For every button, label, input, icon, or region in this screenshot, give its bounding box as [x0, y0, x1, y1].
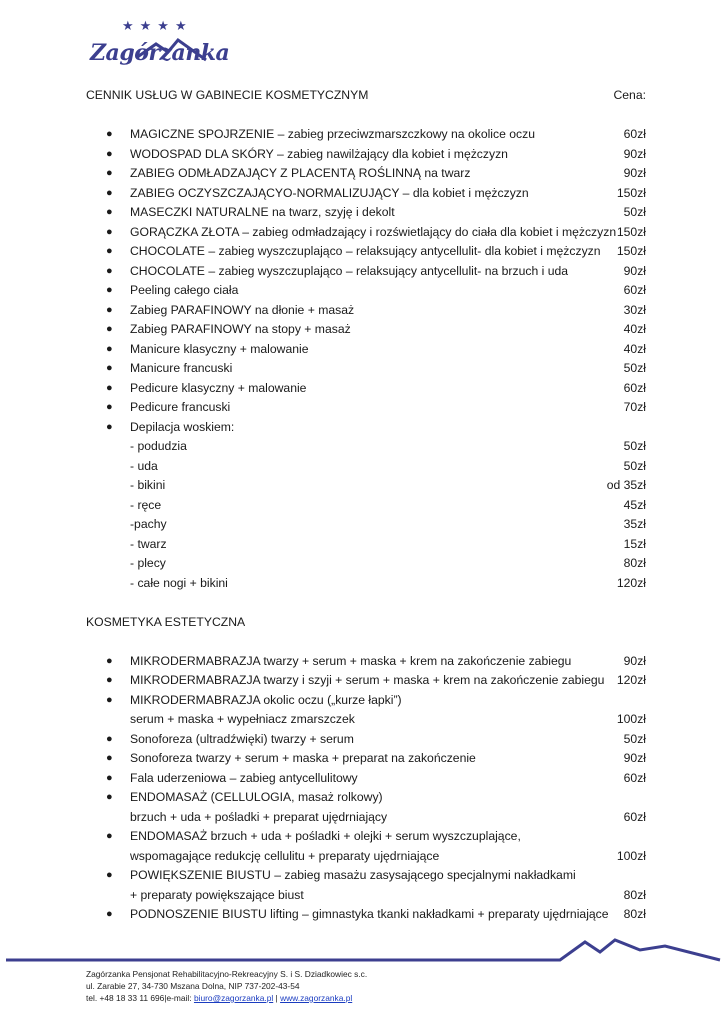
list-item [86, 203, 646, 223]
service-price: 70zł [623, 400, 646, 414]
bullet-icon: ● [106, 264, 113, 277]
service-name: Sonoforeza twarzy + serum + maska + preparat na zakończenie [130, 751, 476, 765]
footer-company: Zagórzanka Pensjonat Rehabilitacyjno-Rekreacyjny S. i S. Dziadkowiec s.c. [86, 969, 368, 979]
service-price: 50zł [623, 439, 646, 453]
bullet-icon: ● [106, 732, 113, 745]
list-item [86, 535, 646, 555]
service-name: POWIĘKSZENIE BIUSTU – zabieg masażu zasysającego specjalnymi nakładkami [130, 868, 576, 882]
service-name: Fala uderzeniowa – zabieg antycellulitowy [130, 770, 358, 785]
list-item [86, 671, 646, 691]
service-name: - plecy [130, 556, 166, 570]
section-header [86, 613, 646, 633]
bullet-icon: ● [106, 186, 113, 199]
list-item [86, 125, 646, 145]
service-price: 120zł [616, 673, 646, 687]
service-price: 50zł [623, 361, 646, 375]
service-name: ZABIEG OCZYSZCZAJĄCYO-NORMALIZUJĄCY – dla kobiet i mężczyzn [130, 185, 529, 200]
bullet-icon: ● [106, 674, 113, 686]
waxing-services [86, 437, 646, 593]
list-item [86, 769, 646, 789]
service-name: MIKRODERMABRAZJA okolic oczu („kurze łapki”) [130, 692, 402, 707]
service-name: -pachy [130, 517, 167, 531]
service-name: ENDOMASAŻ (CELLULOGIA, masaż rolkowy) [130, 790, 383, 804]
service-name: wspomagające redukcję cellulitu + preparaty ujędrniające [130, 848, 440, 863]
bullet-icon: ● [106, 303, 113, 316]
list-item [86, 788, 646, 808]
service-price: 100zł [616, 848, 646, 863]
service-name: MIKRODERMABRAZJA twarzy i szyji + serum + maska + krem na zakończenie zabiegu [130, 673, 605, 687]
list-item [86, 574, 646, 594]
price-list [86, 86, 646, 925]
email-link[interactable]: biuro@zagorzanka.pl [193, 993, 274, 1003]
list-item [86, 184, 646, 204]
service-price: 80zł [623, 907, 646, 921]
list-header [86, 86, 646, 106]
list-item [86, 164, 646, 184]
list-item [86, 808, 646, 828]
service-name: ENDOMASAŻ brzuch + uda + pośladki + olejki + serum wyszczuplające, [130, 829, 521, 843]
service-price: 60zł [623, 809, 646, 824]
service-name: Manicure klasyczny + malowanie [130, 341, 309, 356]
list-item [86, 886, 646, 906]
logo-stars: ★★★★ [122, 18, 193, 33]
list-item [86, 866, 646, 886]
footer-contact [86, 992, 367, 1004]
list-item [86, 418, 646, 438]
list-item [86, 145, 646, 165]
list-item [86, 379, 646, 399]
service-name: Zabieg PARAFINOWY na dłonie + masaż [130, 302, 355, 317]
section-title: KOSMETYKA ESTETYCZNA [86, 614, 246, 629]
list-item [86, 554, 646, 574]
footer-wave-divider [0, 934, 725, 964]
service-name: MASECZKI NATURALNE na twarz, szyję i dekolt [130, 205, 395, 219]
list-item [86, 847, 646, 867]
service-name: MIKRODERMABRAZJA twarzy + serum + maska + krem na zakończenie zabiegu [130, 653, 572, 668]
list-item [86, 340, 646, 360]
bullet-icon: ● [106, 752, 113, 764]
service-price: 60zł [623, 380, 646, 395]
service-name: serum + maska + wypełniacz zmarszczek [130, 712, 355, 726]
bullet-icon: ● [106, 830, 113, 842]
service-name: Pedicure klasyczny + malowanie [130, 380, 307, 395]
bullet-icon: ● [106, 206, 113, 218]
list-item [86, 476, 646, 496]
footer-address: ul. Zarabie 27, 34-730 Mszana Dolna, NIP 737-202-43-54 [86, 981, 300, 991]
list-item [86, 496, 646, 516]
bullet-icon: ● [106, 908, 113, 920]
service-name: Peeling całego ciała [130, 283, 239, 297]
service-name: ZABIEG ODMŁADZAJĄCY Z PLACENTĄ ROŚLINNĄ na twarz [130, 166, 471, 180]
bullet-icon: ● [106, 420, 113, 433]
service-name: Depilacja woskiem: [130, 419, 235, 434]
list-item [86, 905, 646, 925]
page-title: CENNIK USŁUG W GABINECIE KOSMETYCZNYM [86, 88, 369, 102]
service-price: 50zł [623, 205, 646, 219]
service-price: 90zł [623, 166, 646, 180]
bullet-icon: ● [106, 693, 113, 706]
bullet-icon: ● [106, 771, 113, 784]
service-price: 100zł [616, 712, 646, 726]
service-price: 35zł [623, 517, 646, 531]
list-item [86, 827, 646, 847]
bullet-icon: ● [106, 128, 113, 140]
service-price: 150zł [616, 224, 646, 239]
service-price: 150zł [616, 185, 646, 200]
website-link[interactable]: www.zagorzanka.pl [280, 993, 353, 1003]
list-item [86, 749, 646, 769]
list-item [86, 242, 646, 262]
service-name: PODNOSZENIE BIUSTU lifting – gimnastyka tkanki nakładkami + preparaty ujędrniające [130, 907, 609, 921]
list-item [86, 515, 646, 535]
bullet-icon: ● [106, 284, 113, 296]
list-item [86, 652, 646, 672]
service-name: GORĄCZKA ZŁOTA – zabieg odmładzający i rozświetlający do ciała dla kobiet i mężczyzn [130, 224, 617, 239]
service-name: - całe nogi + bikini [130, 575, 228, 590]
list-item [86, 730, 646, 750]
service-name: MAGICZNE SPOJRZENIE – zabieg przeciwzmarszczkowy na okolice oczu [130, 127, 536, 141]
service-price: 90zł [623, 146, 646, 161]
list-item [86, 301, 646, 321]
cosmetic-services [86, 125, 646, 437]
service-name: CHOCOLATE – zabieg wyszczuplająco – relaksujący antycellulit- na brzuch i uda [130, 263, 569, 278]
service-name: + preparaty powiększające biust [130, 887, 304, 902]
footer-separator: | [273, 993, 281, 1003]
service-price: 50zł [623, 731, 646, 746]
price-column-label: Cena: [613, 88, 646, 102]
list-item [86, 281, 646, 301]
bullet-icon: ● [106, 381, 113, 394]
list-item [86, 437, 646, 457]
service-price: 40zł [623, 341, 646, 356]
bullet-icon: ● [106, 245, 113, 257]
service-name: - uda [130, 458, 158, 473]
logo [86, 18, 230, 76]
service-name: WODOSPAD DLA SKÓRY – zabieg nawilżający dla kobiet i mężczyzn [130, 146, 508, 161]
list-item [86, 359, 646, 379]
footer-phone: tel. +48 18 33 11 696|e-mail: [86, 993, 194, 1003]
service-name: Manicure francuski [130, 361, 233, 375]
footer [86, 968, 367, 1004]
service-name: - bikini [130, 478, 166, 492]
bullet-icon: ● [106, 167, 113, 179]
bullet-icon: ● [106, 791, 113, 803]
list-item [86, 457, 646, 477]
bullet-icon: ● [106, 362, 113, 374]
list-item [86, 320, 646, 340]
list-item [86, 398, 646, 418]
service-price: 90zł [623, 263, 646, 278]
service-price: 80zł [623, 887, 646, 902]
service-price: 30zł [623, 302, 646, 317]
bullet-icon: ● [106, 225, 113, 238]
aesthetic-services [86, 652, 646, 925]
service-price: od 35zł [606, 478, 646, 492]
service-price: 120zł [616, 575, 646, 590]
service-name: Pedicure francuski [130, 400, 231, 414]
service-name: CHOCOLATE – zabieg wyszczuplająco – relaksujący antycellulit- dla kobiet i mężczyzn [130, 244, 601, 258]
bullet-icon: ● [106, 147, 113, 160]
service-price: 45zł [623, 497, 646, 512]
list-item [86, 710, 646, 730]
service-price: 50zł [623, 458, 646, 473]
bullet-icon: ● [106, 869, 113, 881]
service-name: - podudzia [130, 439, 187, 453]
service-price: 40zł [623, 322, 646, 336]
service-price: 90zł [623, 653, 646, 668]
bullet-icon: ● [106, 342, 113, 355]
service-price: 90zł [623, 751, 646, 765]
bullet-icon: ● [106, 401, 113, 413]
service-price: 80zł [623, 556, 646, 570]
logo-brand: Zagórzanka [90, 40, 230, 66]
service-price: 60zł [623, 770, 646, 785]
bullet-icon: ● [106, 654, 113, 667]
service-name: - twarz [130, 536, 167, 551]
service-name: Zabieg PARAFINOWY na stopy + masaż [130, 322, 351, 336]
service-name: Sonoforeza (ultradźwięki) twarzy + serum [130, 731, 354, 746]
list-item [86, 262, 646, 282]
service-price: 60zł [623, 283, 646, 297]
service-price: 60zł [623, 127, 646, 141]
service-name: brzuch + uda + pośladki + preparat ujędrniający [130, 809, 388, 824]
service-name: - ręce [130, 497, 162, 512]
service-price: 15zł [623, 536, 646, 551]
list-item [86, 691, 646, 711]
bullet-icon: ● [106, 323, 113, 335]
list-item [86, 223, 646, 243]
service-price: 150zł [616, 244, 646, 258]
